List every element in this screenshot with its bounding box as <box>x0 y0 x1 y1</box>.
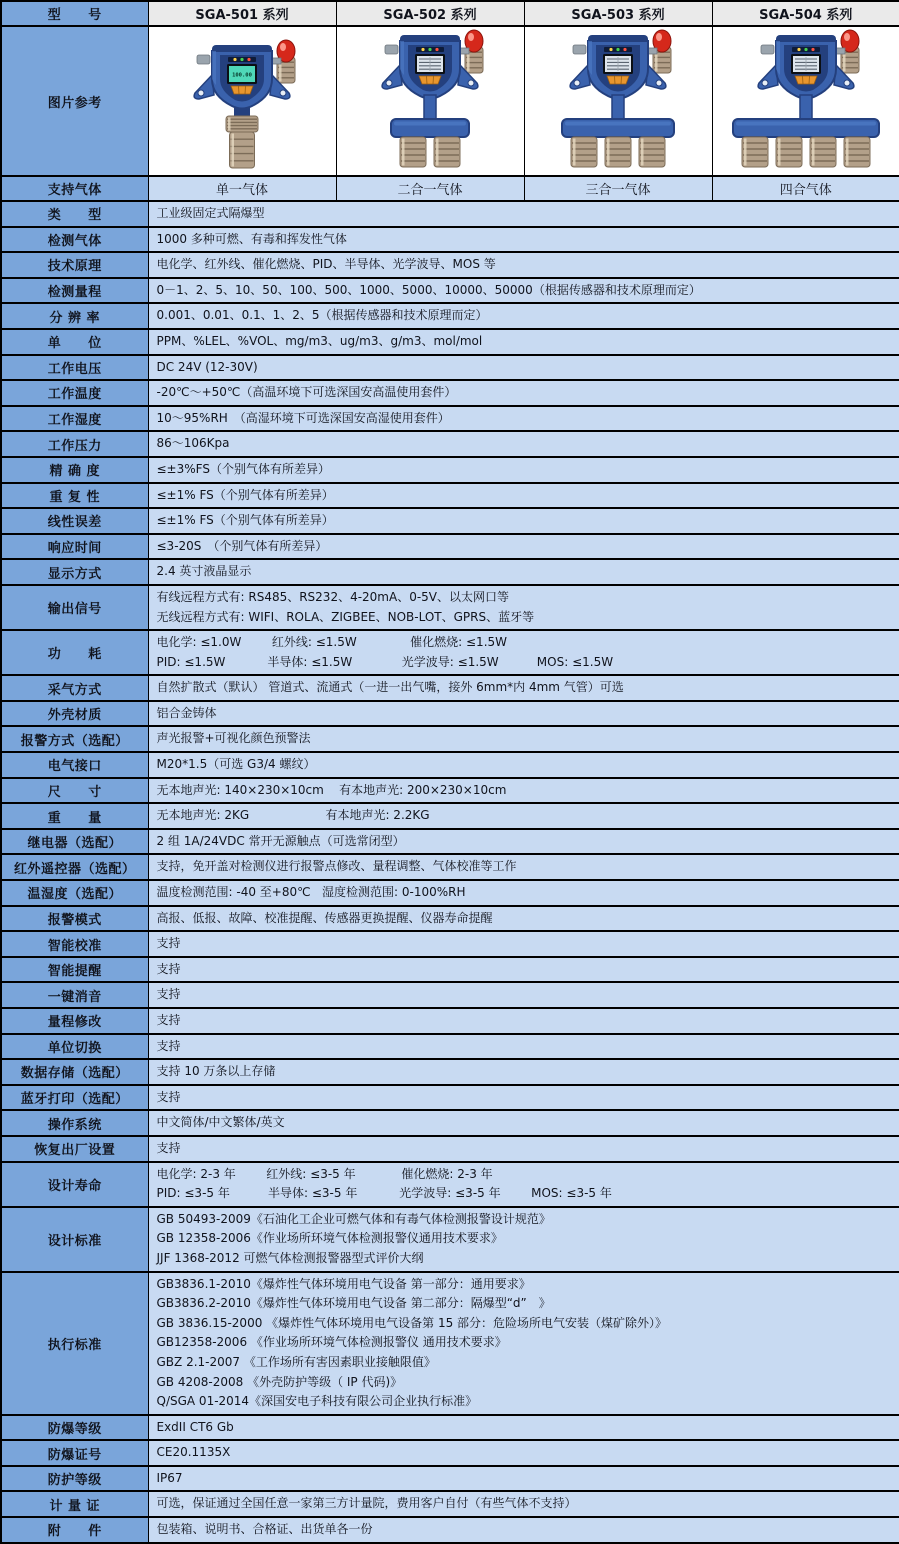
row-value <box>148 431 899 457</box>
spec-line: 支持 10 万条以上存储 <box>156 1064 276 1079</box>
table-row <box>1 1034 899 1060</box>
row-label: 分 辨 率 <box>1 303 148 329</box>
table-row <box>1 534 899 560</box>
table-row <box>1 406 899 432</box>
spec-line: ≤±1% FS（个别气体有所差异） <box>156 487 334 502</box>
row-label: 防爆证号 <box>1 1440 148 1466</box>
spec-line: GB 3836.15-2000 《爆炸性气体环境用电气设备第 15 部分：危险场所电气安装（煤矿除外）》 <box>156 1315 668 1330</box>
spec-line: ≤3-20S （个别气体有所差异） <box>156 538 328 553</box>
spec-line: 无本地声光: 140×230×10cm 有本地声光: 200×230×10cm <box>156 782 507 797</box>
spec-line: 中文简体/中文繁体/英文 <box>156 1115 285 1130</box>
table-row <box>1 1059 899 1085</box>
spec-line: 无线远程方式有: WIFI、ROLA、ZIGBEE、NOB-LOT、GPRS、蓝牙等 <box>156 609 535 624</box>
row-value <box>148 752 899 778</box>
row-value <box>148 1207 899 1272</box>
spec-line: IP67 <box>156 1470 183 1485</box>
row-label: 重 复 性 <box>1 483 148 509</box>
spec-line: ≤±3%FS（个别气体有所差异） <box>156 461 330 476</box>
table-row <box>1 1136 899 1162</box>
spec-line: Q/SGA 01-2014《深国安电子科技有限公司企业执行标准》 <box>156 1394 478 1409</box>
table-row <box>1 252 899 278</box>
row-value <box>148 457 899 483</box>
spec-line: JJF 1368-2012 可燃气体检测报警器型式评价大纲 <box>156 1250 424 1265</box>
table-row <box>1 303 899 329</box>
row-value <box>148 1491 899 1517</box>
spec-line: GBZ 2.1-2007 《工作场所有害因素职业接触限值》 <box>156 1354 436 1369</box>
row-label: 工作电压 <box>1 355 148 381</box>
row-value <box>148 278 899 304</box>
table-row <box>1 201 899 227</box>
spec-line: 支持 <box>156 1038 181 1053</box>
spec-line: 包装箱、说明书、合格证、出货单各一份 <box>156 1522 373 1537</box>
row-label: 重 量 <box>1 803 148 829</box>
row-value <box>148 726 899 752</box>
spec-line: PID: ≤3-5 年 半导体: ≤3-5 年 光学波导: ≤3-5 年 MOS: ≤3-5 年 <box>156 1186 612 1201</box>
table-row <box>1 778 899 804</box>
row-label: 智能校准 <box>1 931 148 957</box>
image-cell-sga502 <box>336 26 524 176</box>
row-value <box>148 854 899 880</box>
spec-line: GB 4208-2008 《外壳防护等级（ IP 代码)》 <box>156 1374 403 1389</box>
row-value <box>148 1136 899 1162</box>
row-value <box>148 329 899 355</box>
gas-type-sga501: 单一气体 <box>148 176 336 201</box>
table-row <box>1 957 899 983</box>
row-value <box>148 829 899 855</box>
row-value <box>148 1034 899 1060</box>
spec-line: PPM、%LEL、%VOL、mg/m3、ug/m3、g/m3、mol/mol <box>156 333 483 348</box>
row-label: 技术原理 <box>1 252 148 278</box>
spec-line: 支持 <box>156 987 181 1002</box>
spec-line: DC 24V (12-30V) <box>156 359 258 374</box>
table-row <box>1 1466 899 1492</box>
table-row <box>1 380 899 406</box>
row-label: 智能提醒 <box>1 957 148 983</box>
image-cell-sga501 <box>148 26 336 176</box>
table-row <box>1 854 899 880</box>
table-row <box>1 803 899 829</box>
row-label: 外壳材质 <box>1 701 148 727</box>
table-row <box>1 726 899 752</box>
row-value <box>148 1466 899 1492</box>
gas-type-sga503: 三合一气体 <box>524 176 712 201</box>
row-label: 操作系统 <box>1 1110 148 1136</box>
table-row <box>1 278 899 304</box>
model-name-sga503: SGA-503 系列 <box>524 1 712 26</box>
table-row <box>1 227 899 253</box>
table-row <box>1 457 899 483</box>
row-value <box>148 303 899 329</box>
spec-line: 电化学、红外线、催化燃烧、PID、半导体、光学波导、MOS 等 <box>156 257 496 272</box>
row-value <box>148 803 899 829</box>
spec-line: 无本地声光: 2KG 有本地声光: 2.2KG <box>156 808 430 823</box>
spec-line: ≤±1% FS（个别气体有所差异） <box>156 513 334 528</box>
row-value <box>148 701 899 727</box>
product-image <box>340 29 520 169</box>
row-label: 精 确 度 <box>1 457 148 483</box>
table-row <box>1 880 899 906</box>
table-row <box>1 906 899 932</box>
spec-line: 声光报警+可视化颜色预警法 <box>156 731 311 746</box>
row-value <box>148 880 899 906</box>
row-label: 防护等级 <box>1 1466 148 1492</box>
spec-line: M20*1.5（可选 G3/4 螺纹） <box>156 757 316 772</box>
row-label: 响应时间 <box>1 534 148 560</box>
table-row <box>1 1491 899 1517</box>
table-row <box>1 483 899 509</box>
svg-text:100.00: 100.00 <box>232 72 252 79</box>
gas-row-label: 支持气体 <box>1 176 148 201</box>
table-row <box>1 701 899 727</box>
row-label: 量程修改 <box>1 1008 148 1034</box>
row-value <box>148 1272 899 1415</box>
row-value <box>148 1162 899 1207</box>
table-row <box>1 1415 899 1441</box>
spec-line: 可选，保证通过全国任意一家第三方计量院，费用客户自付（有些气体不支持） <box>156 1496 577 1511</box>
row-label: 报警方式（选配） <box>1 726 148 752</box>
row-label: 单位切换 <box>1 1034 148 1060</box>
row-value <box>148 1517 899 1543</box>
row-label: 防爆等级 <box>1 1415 148 1441</box>
product-image <box>716 29 896 169</box>
row-label: 红外遥控器（选配） <box>1 854 148 880</box>
row-value <box>148 534 899 560</box>
spec-line: 支持，免开盖对检测仪进行报警点修改、量程调整、气体校准等工作 <box>156 859 517 874</box>
row-label: 工作温度 <box>1 380 148 406</box>
table-row <box>1 752 899 778</box>
table-row <box>1 630 899 675</box>
model-name-sga502: SGA-502 系列 <box>336 1 524 26</box>
spec-line: 自然扩散式（默认） 管道式、流通式（一进一出气嘴，接外 6mm*内 4mm 气管）可选 <box>156 680 624 695</box>
row-label: 类 型 <box>1 201 148 227</box>
spec-line: 支持 <box>156 961 181 976</box>
spec-line: GB3836.2-2010《爆炸性气体环境用电气设备 第二部分：隔爆型“d” 》 <box>156 1296 551 1311</box>
row-label: 尺 寸 <box>1 778 148 804</box>
row-label: 工作压力 <box>1 431 148 457</box>
gas-type-sga502: 二合一气体 <box>336 176 524 201</box>
image-row <box>1 26 899 176</box>
table-row <box>1 982 899 1008</box>
spec-line: 0.001、0.01、0.1、1、2、5（根据传感器和技术原理而定） <box>156 308 488 323</box>
row-value <box>148 630 899 675</box>
table-row <box>1 585 899 630</box>
table-row <box>1 559 899 585</box>
row-label: 数据存储（选配） <box>1 1059 148 1085</box>
row-label: 一键消音 <box>1 982 148 1008</box>
spec-line: CE20.1135X <box>156 1445 231 1460</box>
spec-line: GB 50493-2009《石油化工企业可燃气体和有毒气体检测报警设计规范》 <box>156 1211 551 1226</box>
table-row <box>1 1110 899 1136</box>
row-value <box>148 778 899 804</box>
row-label: 报警模式 <box>1 906 148 932</box>
row-value <box>148 1415 899 1441</box>
spec-line: -20℃～+50℃（高温环境下可选深国安高温使用套件） <box>156 385 457 400</box>
table-row <box>1 1440 899 1466</box>
row-value <box>148 1110 899 1136</box>
spec-line: 86～106Kpa <box>156 436 230 451</box>
row-label: 设计标准 <box>1 1207 148 1272</box>
row-label: 附 件 <box>1 1517 148 1543</box>
row-value <box>148 982 899 1008</box>
row-label: 检测量程 <box>1 278 148 304</box>
row-label: 恢复出厂设置 <box>1 1136 148 1162</box>
spec-line: 10～95%RH （高湿环境下可选深国安高湿使用套件） <box>156 410 450 425</box>
spec-line: 温度检测范围: -40 至+80℃ 湿度检测范围: 0-100%RH <box>156 885 466 900</box>
row-value <box>148 355 899 381</box>
spec-line: 0－1、2、5、10、50、100、500、1000、5000、10000、50000（根据传感器和技术原理而定） <box>156 282 701 297</box>
spec-line: 电化学: ≤1.0W 红外线: ≤1.5W 催化燃烧: ≤1.5W <box>156 635 508 650</box>
row-value <box>148 1008 899 1034</box>
table-row <box>1 829 899 855</box>
row-value <box>148 585 899 630</box>
spec-line: 工业级固定式隔爆型 <box>156 206 265 220</box>
table-row <box>1 675 899 701</box>
spec-line: GB3836.1-2010《爆炸性气体环境用电气设备 第一部分：通用要求》 <box>156 1276 531 1291</box>
spec-line: 电化学: 2-3 年 红外线: ≤3-5 年 催化燃烧: 2-3 年 <box>156 1166 493 1181</box>
spec-line: PID: ≤1.5W 半导体: ≤1.5W 光学波导: ≤1.5W MOS: ≤1.5W <box>156 654 614 669</box>
row-label: 蓝牙打印（选配） <box>1 1085 148 1111</box>
spec-line: 1000 多种可燃、有毒和挥发性气体 <box>156 231 347 246</box>
row-label: 执行标准 <box>1 1272 148 1415</box>
row-label: 检测气体 <box>1 227 148 253</box>
image-cell-sga504 <box>712 26 899 176</box>
spec-line: GB12358-2006 《作业场所环境气体检测报警仪 通用技术要求》 <box>156 1335 507 1350</box>
row-label: 采气方式 <box>1 675 148 701</box>
spec-line: 高报、低报、故障、校准提醒、传感器更换提醒、仪器寿命提醒 <box>156 910 493 925</box>
table-row <box>1 355 899 381</box>
model-header-label: 型 号 <box>1 1 148 26</box>
row-value <box>148 252 899 278</box>
row-value <box>148 906 899 932</box>
spec-line: 支持 <box>156 936 181 951</box>
row-label: 电气接口 <box>1 752 148 778</box>
gas-row <box>1 176 899 201</box>
image-cell-sga503 <box>524 26 712 176</box>
table-row <box>1 329 899 355</box>
spec-line: 支持 <box>156 1140 181 1155</box>
row-value <box>148 201 899 227</box>
row-value <box>148 957 899 983</box>
product-image <box>152 29 332 169</box>
row-label: 温湿度（选配） <box>1 880 148 906</box>
row-label: 计 量 证 <box>1 1491 148 1517</box>
table-row <box>1 508 899 534</box>
row-label: 线性误差 <box>1 508 148 534</box>
row-value <box>148 1085 899 1111</box>
product-image <box>528 29 708 169</box>
spec-line: GB 12358-2006《作业场所环境气体检测报警仪通用技术要求》 <box>156 1231 503 1246</box>
table-row <box>1 1085 899 1111</box>
spec-line: 支持 <box>156 1013 181 1027</box>
row-value <box>148 675 899 701</box>
spec-line: 支持 <box>156 1089 181 1104</box>
spec-line: 2.4 英寸液晶显示 <box>156 564 252 579</box>
row-value <box>148 931 899 957</box>
row-label: 工作湿度 <box>1 406 148 432</box>
table-row <box>1 1008 899 1034</box>
table-row <box>1 1207 899 1272</box>
row-value <box>148 380 899 406</box>
row-label: 单 位 <box>1 329 148 355</box>
gas-type-sga504: 四合气体 <box>712 176 899 201</box>
row-value <box>148 227 899 253</box>
table-row <box>1 931 899 957</box>
row-label: 输出信号 <box>1 585 148 630</box>
row-value <box>148 559 899 585</box>
spec-line: 有线远程方式有: RS485、RS232、4-20mA、0-5V、以太网口等 <box>156 589 510 604</box>
row-label: 显示方式 <box>1 559 148 585</box>
row-value <box>148 1440 899 1466</box>
row-value <box>148 406 899 432</box>
table-row <box>1 431 899 457</box>
spec-line: ExdII CT6 Gb <box>156 1419 234 1434</box>
row-value <box>148 1059 899 1085</box>
table-row <box>1 1272 899 1415</box>
row-label: 继电器（选配） <box>1 829 148 855</box>
row-label: 设计寿命 <box>1 1162 148 1207</box>
row-label: 功 耗 <box>1 630 148 675</box>
table-row <box>1 1162 899 1207</box>
image-row-label: 图片参考 <box>1 26 148 176</box>
spec-line: 铝合金铸体 <box>156 705 217 720</box>
model-name-sga504: SGA-504 系列 <box>712 1 899 26</box>
header-row <box>1 1 899 26</box>
row-value <box>148 508 899 534</box>
model-name-sga501: SGA-501 系列 <box>148 1 336 26</box>
row-value <box>148 483 899 509</box>
table-row <box>1 1517 899 1543</box>
spec-line: 2 组 1A/24VDC 常开无源触点（可选常闭型） <box>156 833 405 848</box>
